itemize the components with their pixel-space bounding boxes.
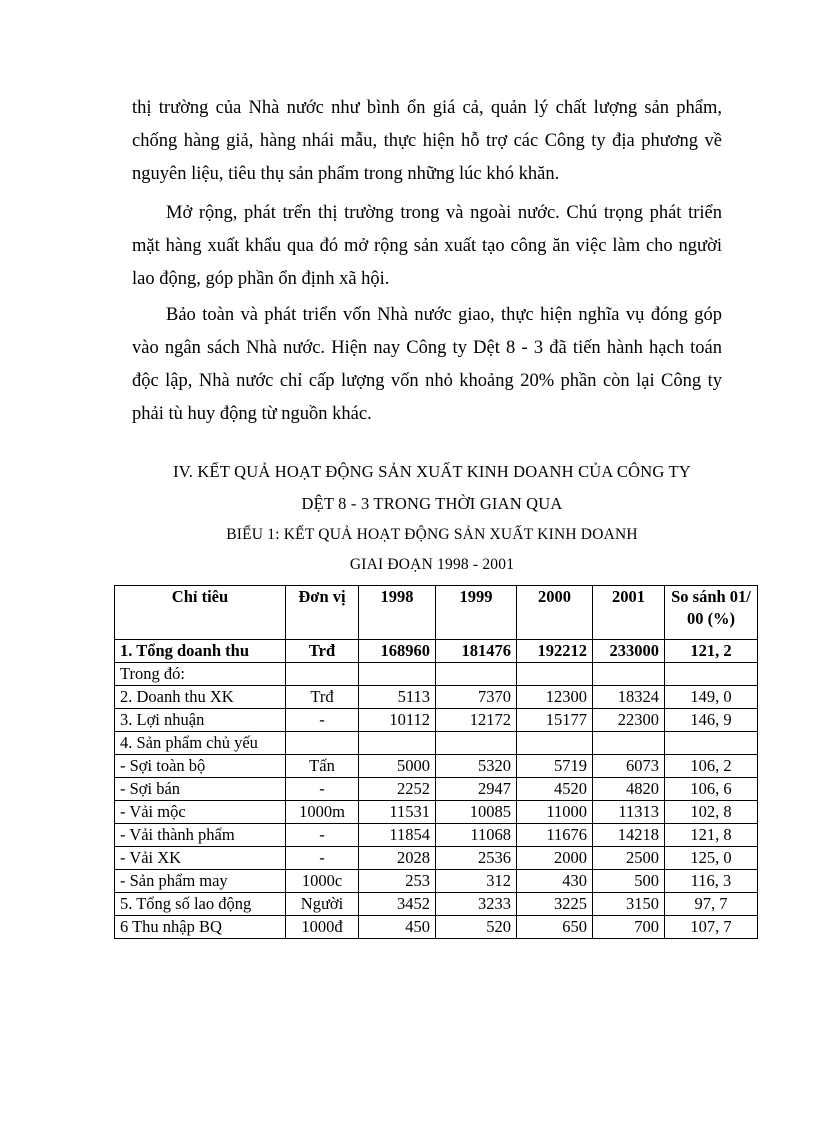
- header-comparison: So sánh 01/ 00 (%): [665, 586, 758, 640]
- table-row: [115, 824, 758, 847]
- cell-unit: 1000đ: [286, 916, 359, 939]
- cell-1999: 312: [436, 870, 517, 893]
- table-row: [115, 755, 758, 778]
- cell-indicator: 6 Thu nhập BQ: [115, 916, 286, 939]
- cell-1998: 11531: [359, 801, 436, 824]
- cell-indicator: - Vải thành phẩm: [115, 824, 286, 847]
- cell-1998: 2252: [359, 778, 436, 801]
- paragraph-market-expansion: Mở rộng, phát trển thị trường trong và ngoài nước. Chú trọng phát triển mặt hàng xuất khẩu qua đó mở rộng sản xuất tạo công ăn việc làm cho người lao động, góp phần ổn định xã hội.: [132, 203, 722, 289]
- header-2000: 2000: [517, 586, 593, 640]
- header-1998: 1998: [359, 586, 436, 640]
- cell-1999: 520: [436, 916, 517, 939]
- cell-1999: 2947: [436, 778, 517, 801]
- cell-unit: -: [286, 709, 359, 732]
- cell-comparison: 116, 3: [665, 870, 758, 893]
- table-row: [115, 893, 758, 916]
- cell-2000: 192212: [517, 640, 593, 663]
- cell-1999: [436, 663, 517, 686]
- cell-2000: 12300: [517, 686, 593, 709]
- cell-2000: 4520: [517, 778, 593, 801]
- cell-comparison: 146, 9: [665, 709, 758, 732]
- cell-2000: 2000: [517, 847, 593, 870]
- cell-2001: 500: [593, 870, 665, 893]
- cell-1998: [359, 663, 436, 686]
- cell-1999: 2536: [436, 847, 517, 870]
- cell-2001: 700: [593, 916, 665, 939]
- table-body: [115, 640, 758, 939]
- cell-unit: -: [286, 824, 359, 847]
- cell-unit: -: [286, 778, 359, 801]
- cell-comparison: 106, 2: [665, 755, 758, 778]
- cell-1998: 3452: [359, 893, 436, 916]
- cell-comparison: 121, 2: [665, 640, 758, 663]
- cell-2000: 430: [517, 870, 593, 893]
- header-1999: 1999: [436, 586, 517, 640]
- table-row: [115, 640, 758, 663]
- cell-2001: 11313: [593, 801, 665, 824]
- cell-1998: 168960: [359, 640, 436, 663]
- cell-unit: Trđ: [286, 686, 359, 709]
- cell-1998: 253: [359, 870, 436, 893]
- cell-unit: [286, 663, 359, 686]
- cell-2001: 14218: [593, 824, 665, 847]
- cell-2000: [517, 663, 593, 686]
- cell-2001: 22300: [593, 709, 665, 732]
- table-row: [115, 663, 758, 686]
- cell-1998: 5000: [359, 755, 436, 778]
- cell-1998: 10112: [359, 709, 436, 732]
- cell-2001: 18324: [593, 686, 665, 709]
- cell-indicator: Trong đó:: [115, 663, 286, 686]
- cell-indicator: 1. Tổng doanh thu: [115, 640, 286, 663]
- cell-2000: [517, 732, 593, 755]
- table-row: [115, 778, 758, 801]
- cell-2001: 4820: [593, 778, 665, 801]
- cell-indicator: 2. Doanh thu XK: [115, 686, 286, 709]
- table-row: [115, 732, 758, 755]
- table-title-line1: BIỂU 1: KẾT QUẢ HOẠT ĐỘNG SẢN XUẤT KINH DOANH: [226, 526, 638, 543]
- cell-2000: 3225: [517, 893, 593, 916]
- header-2001: 2001: [593, 586, 665, 640]
- cell-1999: 10085: [436, 801, 517, 824]
- cell-1999: 7370: [436, 686, 517, 709]
- cell-unit: 1000c: [286, 870, 359, 893]
- cell-indicator: 5. Tổng số lao động: [115, 893, 286, 916]
- cell-unit: Người: [286, 893, 359, 916]
- cell-indicator: - Sản phẩm may: [115, 870, 286, 893]
- cell-2001: [593, 732, 665, 755]
- paragraph-market-role: thị trường của Nhà nước như bình ổn giá cả, quản lý chất lượng sản phẩm, chống hàng giả, hàng nhái mẫu, thực hiện hỗ trợ các Công ty địa phương về nguyên liệu, tiêu thụ sản phẩm trong những lúc khó khăn.: [132, 98, 722, 184]
- cell-2001: 6073: [593, 755, 665, 778]
- cell-comparison: 102, 8: [665, 801, 758, 824]
- cell-2000: 11676: [517, 824, 593, 847]
- cell-comparison: 106, 6: [665, 778, 758, 801]
- table-row: [115, 709, 758, 732]
- paragraph-capital: Bảo toàn và phát triển vốn Nhà nước giao, thực hiện nghĩa vụ đóng góp vào ngân sách Nhà nước. Hiện nay Công ty Dệt 8 - 3 đã tiến hành hạch toán độc lập, Nhà nước chỉ cấp lượng vốn nhỏ khoảng 20% phần còn lại Công ty phải tù huy động từ nguồn khác.: [132, 305, 722, 424]
- cell-2001: 233000: [593, 640, 665, 663]
- cell-1998: 11854: [359, 824, 436, 847]
- table-row: [115, 847, 758, 870]
- cell-indicator: 3. Lợi nhuận: [115, 709, 286, 732]
- cell-comparison: 97, 7: [665, 893, 758, 916]
- cell-unit: Trđ: [286, 640, 359, 663]
- table-row: [115, 801, 758, 824]
- cell-2001: 3150: [593, 893, 665, 916]
- cell-1998: [359, 732, 436, 755]
- cell-indicator: - Vải mộc: [115, 801, 286, 824]
- section-heading-line1: IV. KẾT QUẢ HOẠT ĐỘNG SẢN XUẤT KINH DOANH CỦA CÔNG TY: [173, 462, 691, 481]
- cell-2000: 11000: [517, 801, 593, 824]
- cell-comparison: 107, 7: [665, 916, 758, 939]
- cell-1999: 5320: [436, 755, 517, 778]
- table-header-row: [115, 586, 758, 640]
- cell-2000: 15177: [517, 709, 593, 732]
- cell-1998: 2028: [359, 847, 436, 870]
- cell-indicator: - Sợi bán: [115, 778, 286, 801]
- cell-unit: [286, 732, 359, 755]
- cell-1999: 181476: [436, 640, 517, 663]
- cell-indicator: - Vải XK: [115, 847, 286, 870]
- cell-comparison: [665, 732, 758, 755]
- header-indicator: Chỉ tiêu: [115, 586, 286, 640]
- cell-2000: 5719: [517, 755, 593, 778]
- cell-indicator: 4. Sản phẩm chủ yếu: [115, 732, 286, 755]
- table-row: [115, 916, 758, 939]
- cell-1999: 3233: [436, 893, 517, 916]
- cell-2001: 2500: [593, 847, 665, 870]
- table-row: [115, 686, 758, 709]
- cell-1999: 12172: [436, 709, 517, 732]
- cell-indicator: - Sợi toàn bộ: [115, 755, 286, 778]
- cell-comparison: [665, 663, 758, 686]
- table-row: [115, 870, 758, 893]
- section-heading-line2: DỆT 8 - 3 TRONG THỜI GIAN QUA: [301, 494, 563, 513]
- results-table: [114, 585, 758, 939]
- cell-1998: 5113: [359, 686, 436, 709]
- cell-comparison: 149, 0: [665, 686, 758, 709]
- cell-comparison: 121, 8: [665, 824, 758, 847]
- cell-unit: 1000m: [286, 801, 359, 824]
- cell-unit: -: [286, 847, 359, 870]
- cell-1999: 11068: [436, 824, 517, 847]
- cell-unit: Tấn: [286, 755, 359, 778]
- cell-comparison: 125, 0: [665, 847, 758, 870]
- table-title-line2: GIAI ĐOẠN 1998 - 2001: [349, 556, 515, 573]
- cell-1999: [436, 732, 517, 755]
- header-unit: Đơn vị: [286, 586, 359, 640]
- cell-2000: 650: [517, 916, 593, 939]
- cell-2001: [593, 663, 665, 686]
- cell-1998: 450: [359, 916, 436, 939]
